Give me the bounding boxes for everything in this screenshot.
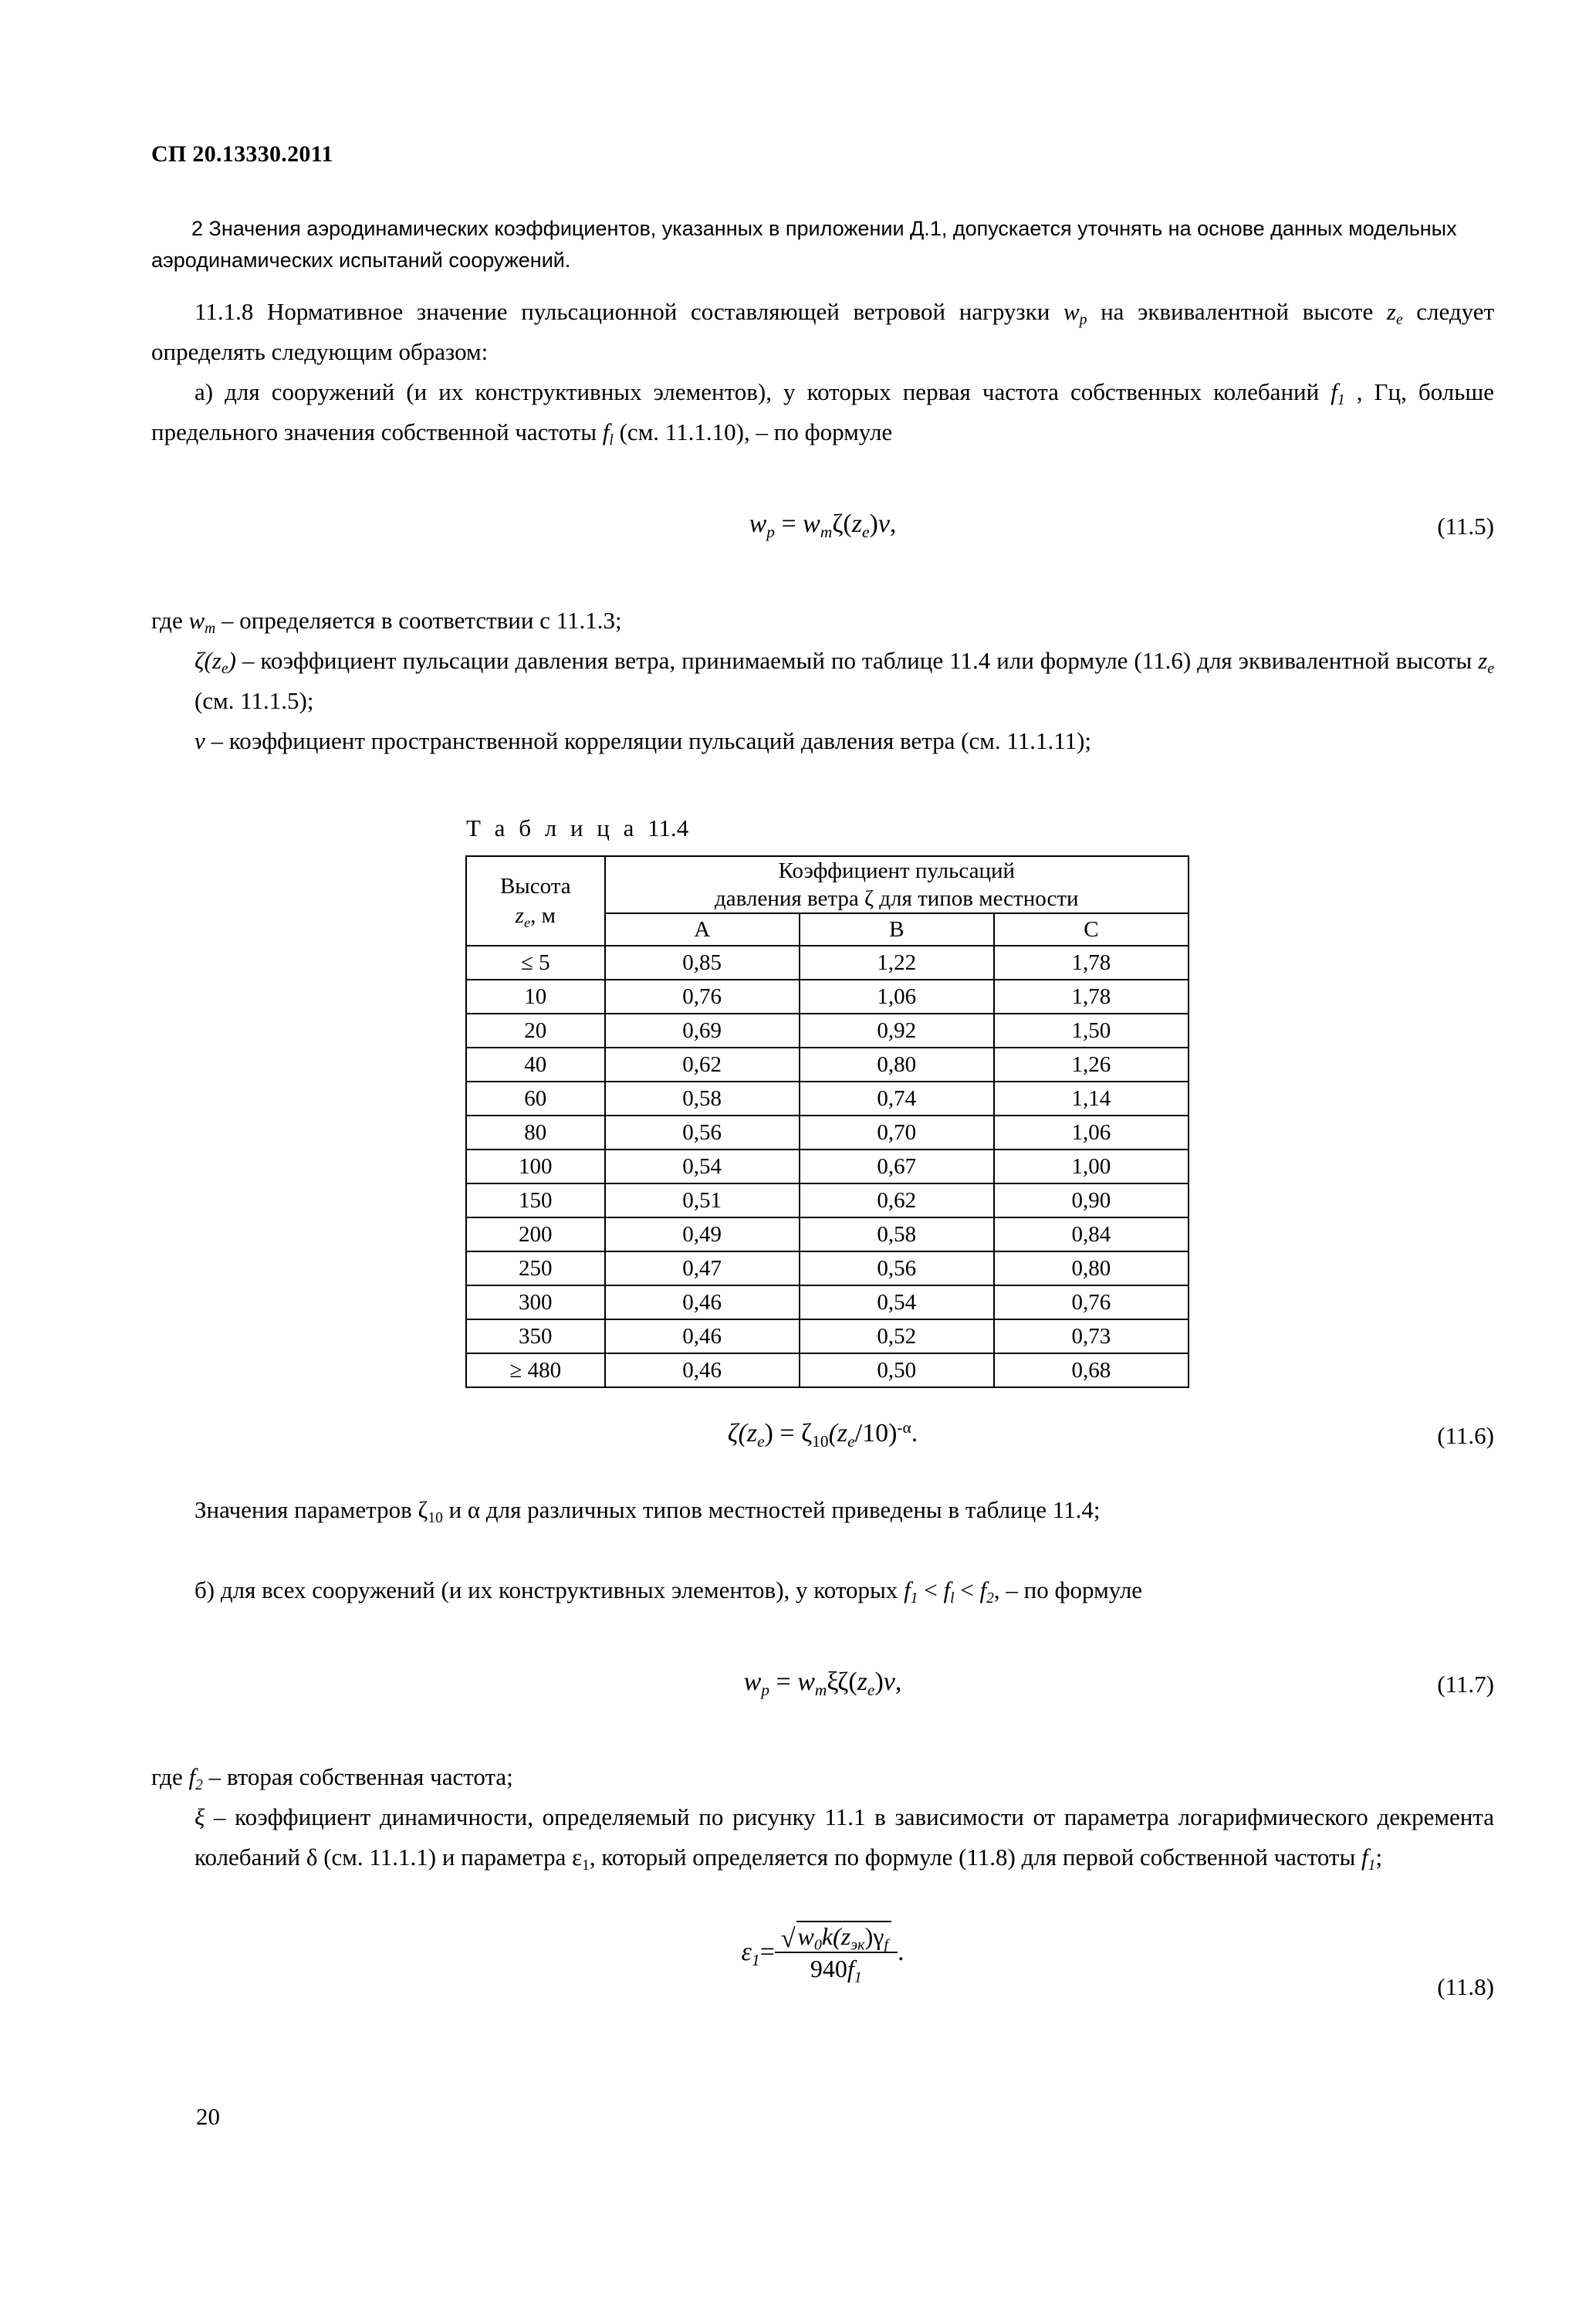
- formula-11-7-number: (11.7): [1437, 1671, 1494, 1698]
- table-row: [466, 1251, 1189, 1285]
- where-f2-text: – вторая собственная частота;: [202, 1763, 513, 1790]
- page-number: 20: [196, 2103, 220, 2130]
- cell-b: 0,52: [800, 1319, 994, 1353]
- formula-11-5-row: [151, 510, 1494, 564]
- table-row: [466, 980, 1189, 1014]
- table-row: [466, 1116, 1189, 1150]
- formula-11-7-comma: ,: [894, 1668, 902, 1696]
- cell-a: 0,62: [605, 1048, 800, 1082]
- variable-wm: $w_m$: [188, 607, 216, 638]
- parameters-sub: 10: [428, 1510, 443, 1527]
- formula-11-7-equals: =: [769, 1668, 798, 1696]
- cell-height: 20: [466, 1014, 605, 1048]
- where-nu-line: [194, 721, 1494, 761]
- cell-b: 0,58: [800, 1217, 994, 1251]
- formula-11-5-ze: $z_e$: [851, 510, 870, 541]
- item-b-lt-2: <: [954, 1576, 980, 1603]
- formula-11-8-period: .: [897, 1938, 905, 1966]
- note-paragraph: [151, 213, 1494, 276]
- cell-height: 150: [466, 1183, 605, 1217]
- table-caption-number: 11.4: [648, 814, 689, 841]
- cell-b: 0,56: [800, 1251, 994, 1285]
- variable-f1-b: $f_1$: [904, 1576, 918, 1607]
- formula-11-5-open-paren: (: [843, 510, 852, 538]
- variable-f2-b: $f_2$: [979, 1576, 994, 1607]
- formula-11-8-lhs: $\varepsilon_1$: [741, 1938, 760, 1969]
- cell-a: 0,56: [605, 1116, 800, 1150]
- cell-height: ≥ 480: [466, 1353, 605, 1387]
- clause-11-1-8-line2-post: следует определять следующим образом:: [151, 298, 1494, 365]
- variable-f1: $f_1$: [1331, 378, 1345, 409]
- cell-height: 60: [466, 1082, 605, 1116]
- formula-11-6-number: (11.6): [1437, 1422, 1494, 1449]
- formula-11-8-radicand: $w_0k(z_{эк})\gamma_f$: [796, 1921, 891, 1949]
- cell-a: 0,76: [605, 980, 800, 1014]
- formula-11-6-arg: ($z_e$: [828, 1419, 855, 1451]
- formula-11-8-fraction: [775, 1921, 898, 1986]
- sqrt-icon: √: [780, 1925, 796, 1953]
- where-label-1: где: [151, 607, 189, 634]
- formula-11-5-comma: ,: [889, 510, 897, 538]
- formula-11-6-zeta10: $\zeta_{10}$: [801, 1419, 829, 1451]
- cell-a: 0,49: [605, 1217, 800, 1251]
- cell-a: 0,47: [605, 1251, 800, 1285]
- cell-a: 0,69: [605, 1014, 800, 1048]
- where-xi-tail: ;: [1375, 1844, 1383, 1871]
- formula-11-8-numerator: [775, 1921, 898, 1953]
- table-row: [466, 1014, 1189, 1048]
- cell-height: 40: [466, 1048, 605, 1082]
- cell-c: 0,76: [994, 1285, 1189, 1319]
- cell-c: 1,26: [994, 1048, 1189, 1082]
- header-coefficient-cell: [605, 856, 1189, 913]
- cell-c: 1,78: [994, 980, 1189, 1014]
- cell-height: 350: [466, 1319, 605, 1353]
- table-row: [466, 1319, 1189, 1353]
- symbol-xi: ξ: [194, 1803, 205, 1830]
- table-row: [466, 1150, 1189, 1183]
- variable-ze: $z_e$: [1386, 298, 1403, 329]
- formula-11-5-close-paren: ): [869, 510, 878, 538]
- item-a-text-post: (см. 11.1.10), – по формуле: [613, 418, 893, 445]
- formula-11-8-row: [151, 1922, 1494, 2046]
- zeta-symbol-header: ζ: [864, 886, 874, 911]
- cell-b: 0,70: [800, 1116, 994, 1150]
- item-b-text-pre: б) для всех сооружений (и их конструктивных элементов), у которых: [194, 1576, 905, 1603]
- cell-b: 0,80: [800, 1048, 994, 1082]
- formula-11-7-open-paren: (: [848, 1668, 857, 1696]
- cell-a: 0,51: [605, 1183, 800, 1217]
- parameters-paragraph: [151, 1490, 1494, 1530]
- cell-a: 0,46: [605, 1353, 800, 1387]
- cell-c: 1,14: [994, 1082, 1189, 1116]
- variable-ze-2: $z_e$: [1478, 647, 1494, 678]
- parameters-text-pre: Значения параметров ζ: [194, 1496, 428, 1523]
- note-text: 2 Значения аэродинамических коэффициентов, указанных в приложении Д.1, допускается уточнять на основе данных модельных аэродинамических испытаний сооружений.: [151, 217, 1457, 272]
- header-terrain-a: A: [605, 913, 800, 946]
- cell-c: 1,06: [994, 1116, 1189, 1150]
- cell-height: 80: [466, 1116, 605, 1150]
- cell-c: 0,68: [994, 1353, 1189, 1387]
- formula-11-5-number: (11.5): [1437, 513, 1494, 540]
- formula-11-7-nu: ν: [883, 1668, 895, 1696]
- where-zeta-line: [194, 641, 1494, 721]
- formula-11-6-lhs: $\zeta(z_e)$ =: [727, 1419, 802, 1451]
- item-a-text-mid: , Гц, больше предельного значения собственной частоты: [151, 378, 1494, 445]
- where-xi-line: [194, 1797, 1494, 1878]
- header-coefficient-line2: давления ветра ζ для типов местности: [715, 886, 1079, 911]
- formula-11-7-wm: $w_m$: [797, 1668, 827, 1699]
- item-a-paragraph: [151, 372, 1494, 452]
- formula-11-5-equals: =: [774, 510, 803, 538]
- where-f2-line: [151, 1757, 1494, 1797]
- variable-eps1: $\varepsilon_1$: [572, 1844, 590, 1874]
- table-row: [466, 1217, 1189, 1251]
- cell-c: 0,80: [994, 1251, 1189, 1285]
- formula-11-5-body: [151, 510, 1494, 539]
- table-header-row-1: [466, 856, 1189, 913]
- table-11-4: [465, 855, 1189, 1388]
- formula-11-7-row: [151, 1668, 1494, 1722]
- formula-11-5-wm: $w_m$: [803, 510, 833, 541]
- cell-height: 200: [466, 1217, 605, 1251]
- formula-11-8-equals: =: [759, 1938, 775, 1966]
- cell-a: 0,85: [605, 946, 800, 980]
- document-header: СП 20.13330.2011: [151, 141, 333, 167]
- formula-11-6-body: [151, 1417, 1494, 1451]
- variable-f2: $f_2$: [188, 1763, 203, 1794]
- cell-b: 0,92: [800, 1014, 994, 1048]
- cell-height: 10: [466, 980, 605, 1014]
- cell-a: 0,58: [605, 1082, 800, 1116]
- header-height-line2: $z_e$, м: [515, 903, 556, 930]
- table-row: [466, 1353, 1189, 1387]
- cell-a: 0,46: [605, 1285, 800, 1319]
- formula-11-7-body: [151, 1668, 1494, 1697]
- cell-a: 0,54: [605, 1150, 800, 1183]
- item-a-text-pre: а) для сооружений (и их конструктивных элементов), у которых первая частота собственных колебаний: [194, 378, 1331, 405]
- table-row: [466, 946, 1189, 980]
- symbol-zeta-ze: $\zeta(z_e)$: [194, 647, 236, 678]
- cell-height: ≤ 5: [466, 946, 605, 980]
- formula-11-7-xi: ξ: [827, 1668, 838, 1696]
- cell-c: 0,73: [994, 1319, 1189, 1353]
- variable-fl-b: $f_l$: [943, 1576, 955, 1607]
- where-zeta-text: – коэффициент пульсации давления ветра, принимаемый по таблице 11.4 или формуле (11.6) для эквивалентной высоты: [235, 647, 1479, 674]
- formula-11-5-nu: ν: [877, 510, 890, 538]
- cell-b: 1,06: [800, 980, 994, 1014]
- cell-c: 0,90: [994, 1183, 1189, 1217]
- where-zeta-text-end: (см. 11.1.5);: [194, 687, 314, 714]
- table-caption: [466, 814, 688, 842]
- formula-11-8-denominator: $940f_1$: [810, 1955, 862, 1986]
- formula-11-8-body: [151, 1922, 1494, 1986]
- clause-11-1-8-paragraph: [151, 292, 1494, 372]
- item-b-text-post: , – по формуле: [993, 1576, 1143, 1603]
- formula-11-7-ze: $z_e$: [857, 1668, 875, 1699]
- formula-11-7-close-paren: ): [874, 1668, 884, 1696]
- item-b-lt-1: <: [918, 1576, 944, 1603]
- table-row: [466, 1048, 1189, 1082]
- formula-11-6-exponent: -α: [897, 1417, 911, 1437]
- cell-height: 300: [466, 1285, 605, 1319]
- formula-11-6-period: .: [911, 1419, 918, 1448]
- where-label-2: где: [151, 1763, 189, 1790]
- where-xi-text-end: , который определяется по формуле (11.8) для первой собственной частоты: [589, 1844, 1362, 1871]
- variable-fl: $f_l$: [602, 418, 614, 449]
- table-row: [466, 1082, 1189, 1116]
- clause-11-1-8-line1: 11.1.8 Нормативное значение пульсационной составляющей ветровой нагрузки: [194, 298, 1063, 325]
- symbol-nu: ν: [194, 727, 205, 754]
- table-caption-label: Т а б л и ц а: [466, 814, 648, 841]
- formula-11-7-zeta: ζ: [837, 1668, 849, 1696]
- where-nu-text: – коэффициент пространственной корреляции пульсаций давления ветра (см. 11.1.11);: [205, 727, 1092, 754]
- cell-b: 0,67: [800, 1150, 994, 1183]
- formula-11-6-divisor: /10): [854, 1419, 898, 1448]
- formula-11-6-row: [151, 1419, 1494, 1473]
- formula-11-7-lhs: $w_p$: [743, 1668, 770, 1699]
- formula-11-5-lhs: $w_p$: [749, 510, 775, 541]
- cell-height: 250: [466, 1251, 605, 1285]
- table-head: [466, 856, 1189, 946]
- header-height-line1: Высота: [499, 874, 571, 899]
- cell-a: 0,46: [605, 1319, 800, 1353]
- header-terrain-b: B: [800, 913, 994, 946]
- where-wm-line: [151, 601, 1494, 641]
- table-body: [466, 946, 1189, 1387]
- cell-c: 0,84: [994, 1217, 1189, 1251]
- table-row: [466, 1285, 1189, 1319]
- cell-b: 1,22: [800, 946, 994, 980]
- cell-b: 0,54: [800, 1285, 994, 1319]
- cell-b: 0,62: [800, 1183, 994, 1217]
- formula-11-8-number: (11.8): [1437, 1973, 1494, 2000]
- table-row: [466, 1183, 1189, 1217]
- cell-c: 1,78: [994, 946, 1189, 980]
- cell-b: 0,50: [800, 1353, 994, 1387]
- formula-11-5-zeta: ζ: [832, 510, 844, 538]
- cell-height: 100: [466, 1150, 605, 1183]
- header-height-cell: [466, 856, 605, 946]
- parameters-text-post: и α для различных типов местностей приведены в таблице 11.4;: [442, 1496, 1101, 1523]
- cell-c: 1,50: [994, 1014, 1189, 1048]
- cell-c: 1,00: [994, 1150, 1189, 1183]
- header-coefficient-line1: Коэффициент пульсаций: [778, 858, 1016, 883]
- clause-11-1-8-line2-pre: на эквивалентной высоте: [1101, 298, 1387, 325]
- header-terrain-c: C: [994, 913, 1189, 946]
- cell-b: 0,74: [800, 1082, 994, 1116]
- variable-f1-2: $f_1$: [1361, 1844, 1376, 1874]
- item-b-paragraph: [151, 1570, 1494, 1610]
- where-xi-text: – коэффициент динамичности, определяемый по рисунку 11.1 в зависимости от параметра логарифмического декремента колебаний δ (см. 11.1.1) и параметра: [194, 1803, 1494, 1871]
- variable-wp: $w_p$: [1063, 298, 1087, 329]
- where-wm-text: – определяется в соответствии с 11.1.3;: [215, 607, 622, 634]
